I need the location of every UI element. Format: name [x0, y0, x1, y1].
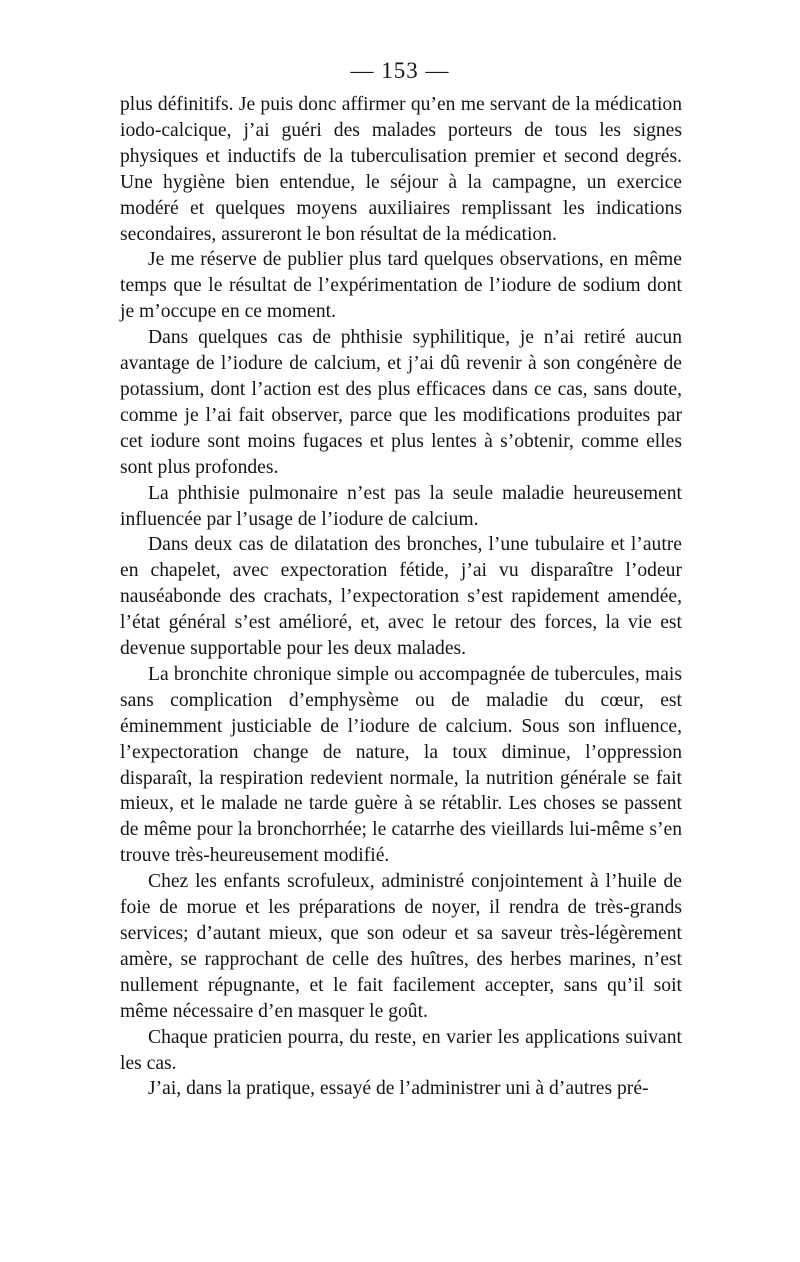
page-body	[120, 92, 682, 1102]
paragraph-9: J’ai, dans la pratique, essayé de l’administrer uni à d’autres pré-	[148, 1078, 649, 1100]
paragraph-5: Dans deux cas de dilatation des bronches, l’une tubulaire et l’autre en chapelet, avec expectoration fétide, j’ai vu disparaître l’odeur nauséabonde des crachats, l’expectoration s’est rapidement amendée, l’état général s’est amélioré, et, avec le retour des forces, la vie est devenue supportable pour les deux malades.	[120, 534, 682, 660]
paragraph-1-continuation: plus définitifs. Je puis donc affirmer qu’en me servant de la médication iodo-calcique, j’ai guéri des malades porteurs de tous les signes physiques et inductifs de la tuberculisation premier et second degrés. Une hygiène bien entendue, le séjour à la campagne, un exercice modéré et quelques moyens auxiliaires remplissant les indications secondaires, assureront le bon résultat de la médication.	[120, 94, 682, 245]
page-number: — 153 —	[350, 58, 450, 83]
paragraph-8: Chaque praticien pourra, du reste, en varier les applications suivant les cas.	[120, 1026, 682, 1074]
paragraph-2: Je me réserve de publier plus tard quelques observations, en même temps que le résultat de l’expérimentation de l’iodure de sodium dont je m’occupe en ce moment.	[120, 249, 682, 323]
paragraph-3: Dans quelques cas de phthisie syphilitique, je n’ai retiré aucun avantage de l’iodure de calcium, et j’ai dû revenir à son congénère de potassium, dont l’action est des plus efficaces dans ce cas, sans doute, comme je l’ai fait observer, parce que les modifications produites par cet iodure sont moins fugaces et plus lentes à s’obtenir, comme elles sont plus profondes.	[120, 327, 682, 478]
paragraph-7: Chez les enfants scrofuleux, administré conjointement à l’huile de foie de morue et les préparations de noyer, il rendra de très-grands services; d’autant mieux, que son odeur et sa saveur très-légèrement amère, se rapprochant de celle des huîtres, des herbes marines, n’est nullement répugnante, et le fait facilement accepter, sans qu’il soit même nécessaire d’en masquer le goût.	[120, 871, 682, 1022]
paragraph-4: La phthisie pulmonaire n’est pas la seule maladie heureusement influencée par l’usage de l’iodure de calcium.	[120, 482, 682, 530]
paragraph-6: La bronchite chronique simple ou accompagnée de tubercules, mais sans complication d’emphysème ou de maladie du cœur, est éminemment justiciable de l’iodure de calcium. Sous son influence, l’expectoration change de nature, la toux diminue, l’oppression disparaît, la respiration redevient normale, la nutrition générale se fait mieux, et le malade ne tarde guère à se rétablir. Les choses se passent de même pour la bronchorrhée; le catarrhe des vieillards lui-même s’en trouve très-heureusement modifié.	[120, 663, 682, 867]
